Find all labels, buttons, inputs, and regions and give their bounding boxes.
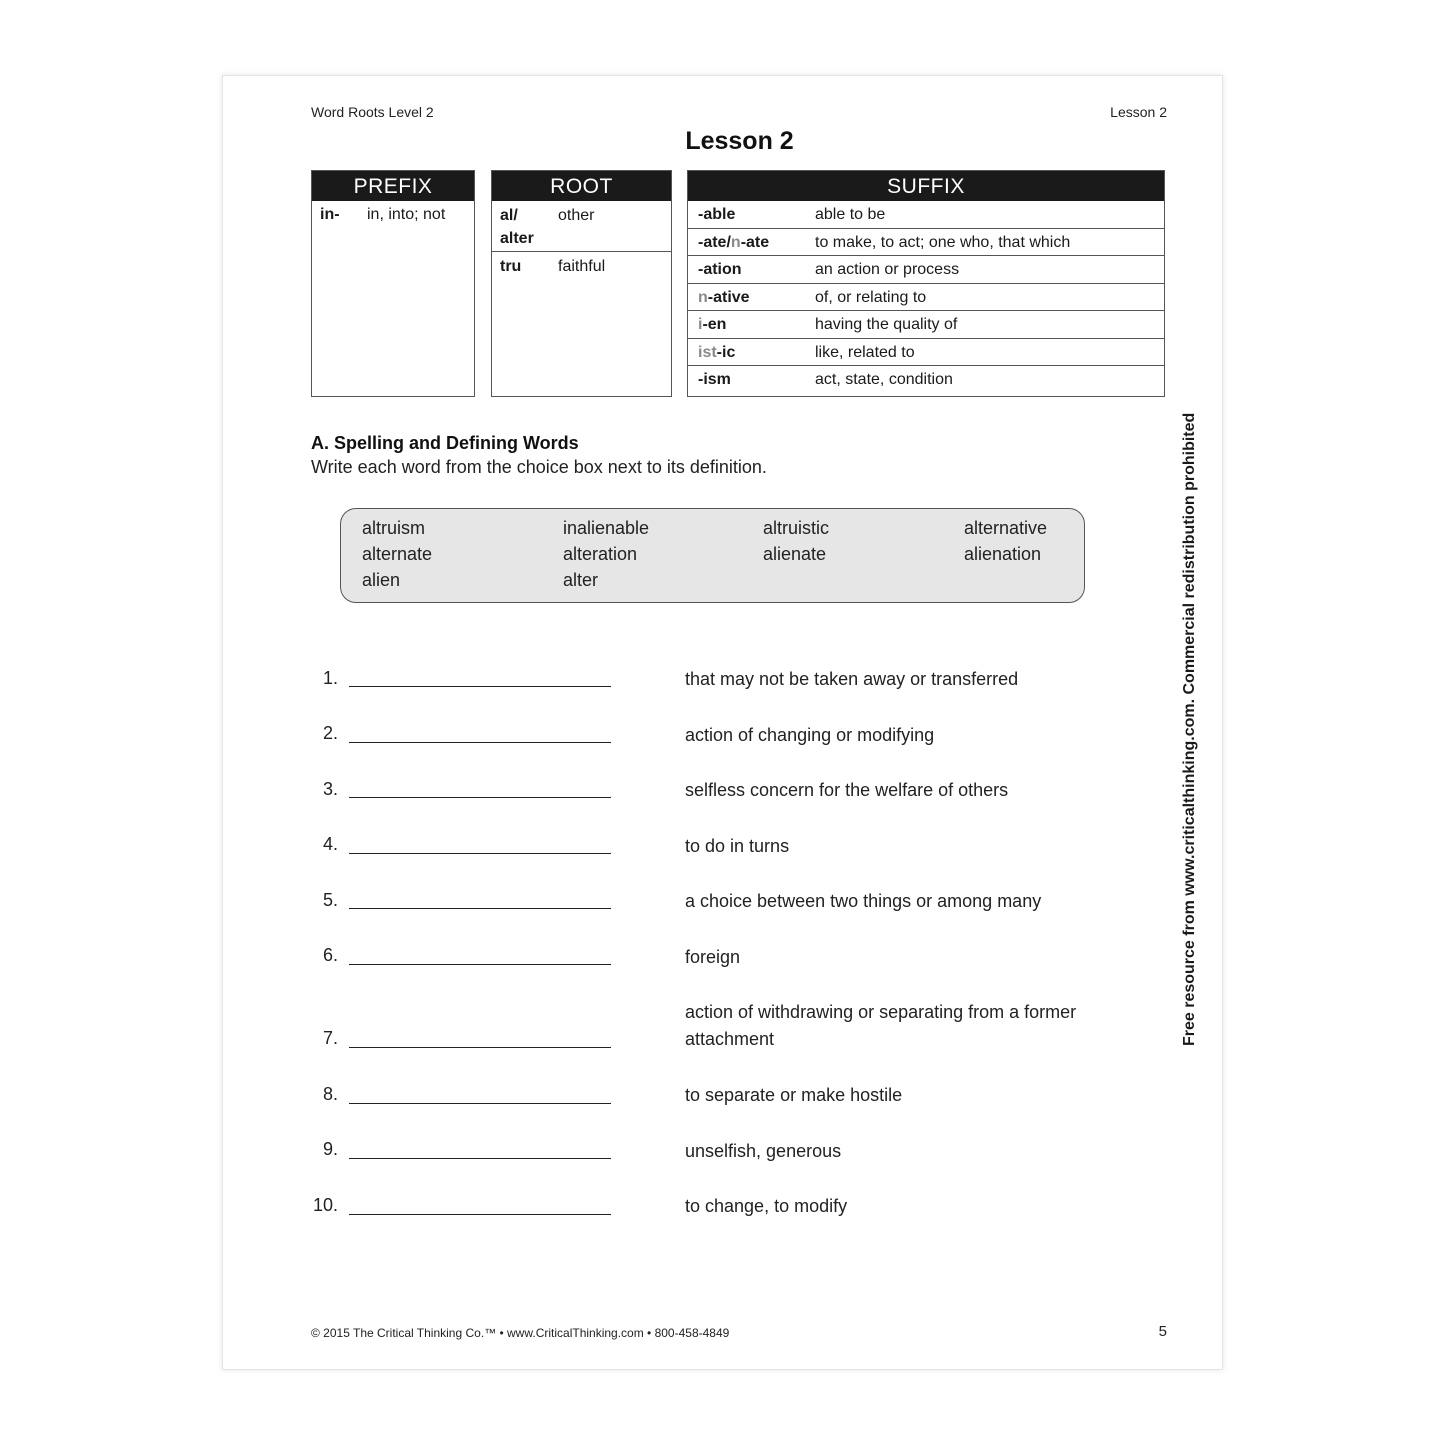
root-table-heading: ROOT xyxy=(492,171,671,201)
choice-word: alteration xyxy=(563,544,638,564)
question-number: 8. xyxy=(322,1084,338,1104)
choice-word: alienation xyxy=(964,544,1042,564)
question-number: 2. xyxy=(322,723,338,743)
question-number: 3. xyxy=(322,779,338,799)
answer-line[interactable] xyxy=(349,1047,611,1048)
question-definition-line: action of withdrawing or separating from a former xyxy=(685,1002,1077,1022)
root-definition-faithful: faithful xyxy=(558,258,606,275)
suffix-table xyxy=(687,170,1165,397)
question-number: 5. xyxy=(322,890,338,910)
question-definition xyxy=(685,999,1076,1053)
root-table xyxy=(491,170,672,397)
suffix-term-variant: n xyxy=(698,289,708,306)
question-definition: action of changing or modifying xyxy=(685,725,935,745)
suffix-definition: having the quality of xyxy=(815,316,958,333)
answer-line[interactable] xyxy=(349,853,611,854)
suffix-term-variant: n xyxy=(730,234,741,251)
prefix-term: in- xyxy=(320,206,340,223)
question-definition: that may not be taken away or transferred xyxy=(685,669,1019,689)
suffix-term: -ism xyxy=(698,371,731,388)
suffix-row xyxy=(688,338,1164,366)
question-definition: selfless concern for the welfare of others xyxy=(685,780,1009,800)
redistribution-notice: Free resource from www.criticalthinking.com. Commercial redistribution prohibited xyxy=(1181,412,1198,1046)
question-number: 10. xyxy=(312,1195,338,1215)
question-definition: unselfish, generous xyxy=(685,1141,842,1161)
suffix-table-heading: SUFFIX xyxy=(688,171,1164,201)
suffix-term: -able xyxy=(698,206,736,223)
question-definition: a choice between two things or among many xyxy=(685,891,1042,911)
suffix-definition: like, related to xyxy=(815,344,915,361)
answer-line[interactable] xyxy=(349,1214,611,1215)
root-term-alter: alter xyxy=(500,230,534,247)
suffix-term: -ate/ xyxy=(698,234,731,251)
choice-box xyxy=(340,508,1085,603)
suffix-row xyxy=(688,311,1164,338)
question-number: 9. xyxy=(322,1139,338,1159)
section-instructions: Write each word from the choice box next to its definition. xyxy=(311,457,767,477)
choice-word: alien xyxy=(362,570,401,590)
page-number: 5 xyxy=(1158,1323,1167,1340)
answer-line[interactable] xyxy=(349,908,611,909)
question-definition: to change, to modify xyxy=(685,1196,848,1216)
choice-word: alter xyxy=(563,570,599,590)
question-definition: to do in turns xyxy=(685,836,790,856)
section-heading: A. Spelling and Defining Words xyxy=(311,433,579,453)
worksheet-page xyxy=(222,75,1223,1370)
page-title: Lesson 2 xyxy=(685,127,794,155)
choice-word: alternative xyxy=(964,518,1048,538)
choice-word: inalienable xyxy=(563,518,650,538)
answer-line[interactable] xyxy=(349,686,611,687)
footer-copyright: © 2015 The Critical Thinking Co.™ • www.CriticalThinking.com • 800-458-4849 xyxy=(311,1326,730,1340)
root-term-tru: tru xyxy=(500,258,522,275)
suffix-term: -ic xyxy=(716,344,736,361)
suffix-term: -ative xyxy=(707,289,750,306)
root-term-al: al/ xyxy=(500,207,518,224)
question-number: 7. xyxy=(322,1028,338,1048)
question-number: 4. xyxy=(322,834,338,854)
answer-line[interactable] xyxy=(349,964,611,965)
suffix-definition: an action or process xyxy=(815,261,960,278)
suffix-row xyxy=(688,228,1164,256)
suffix-row xyxy=(688,366,1164,393)
suffix-row xyxy=(688,201,1164,228)
question-number: 1. xyxy=(322,668,338,688)
question-definition: to separate or make hostile xyxy=(685,1085,903,1105)
suffix-term: -ation xyxy=(698,261,742,278)
prefix-table-heading: PREFIX xyxy=(312,171,474,201)
root-definition-other: other xyxy=(558,207,595,224)
header-lesson: Lesson 2 xyxy=(1110,104,1167,120)
prefix-table xyxy=(311,170,475,397)
suffix-definition: able to be xyxy=(815,206,886,223)
choice-word: altruistic xyxy=(763,518,830,538)
answer-line[interactable] xyxy=(349,797,611,798)
suffix-definition: to make, to act; one who, that which xyxy=(815,234,1071,251)
suffix-term-variant: i xyxy=(698,316,703,333)
suffix-row xyxy=(688,256,1164,283)
suffix-definition: act, state, condition xyxy=(815,371,953,388)
root-row-divider xyxy=(492,251,671,252)
answer-line[interactable] xyxy=(349,1103,611,1104)
suffix-row xyxy=(688,283,1164,311)
suffix-term-variant: ist xyxy=(698,344,717,361)
suffix-term: -ate xyxy=(740,234,770,251)
question-number: 6. xyxy=(322,945,338,965)
choice-word: alternate xyxy=(362,544,433,564)
answer-line[interactable] xyxy=(349,1158,611,1159)
answer-line[interactable] xyxy=(349,742,611,743)
prefix-definition: in, into; not xyxy=(367,206,446,223)
choice-word: altruism xyxy=(362,518,426,538)
header-book-title: Word Roots Level 2 xyxy=(311,104,434,120)
question-definition-line: attachment xyxy=(685,1029,775,1049)
choice-word: alienate xyxy=(763,544,827,564)
suffix-definition: of, or relating to xyxy=(815,289,927,306)
suffix-term: -en xyxy=(702,316,727,333)
question-definition: foreign xyxy=(685,947,741,967)
